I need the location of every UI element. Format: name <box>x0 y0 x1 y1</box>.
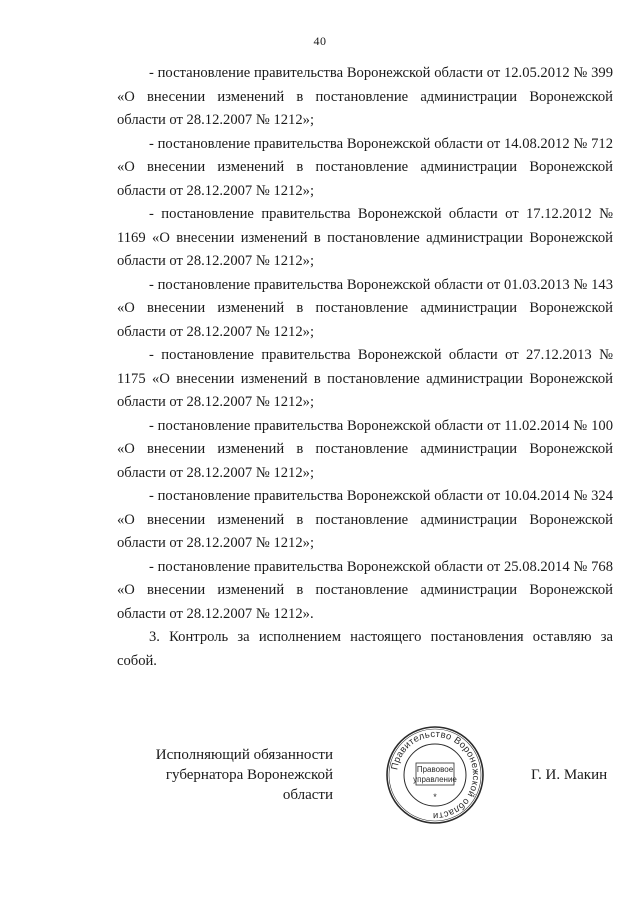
signature-block <box>0 728 640 865</box>
position-line-1: Исполняющий обязанности <box>155 747 333 763</box>
list-item: - постановление правительства Воронежской области от 14.08.2012 № 712 «О внесении изменений в постановление администрации Воронежской области от 28.12.2007 № 1212»; <box>117 135 613 199</box>
document-body <box>117 62 613 673</box>
list-item: - постановление правительства Воронежской области от 01.03.2013 № 143 «О внесении изменений в постановление администрации Воронежской области от 28.12.2007 № 1212»; <box>117 276 613 340</box>
list-item: - постановление правительства Воронежской области от 25.08.2014 № 768 «О внесении изменений в постановление администрации Воронежской области от 28.12.2007 № 1212». <box>117 558 613 622</box>
signatory-name: Г. И. Макин <box>531 767 608 783</box>
official-seal-stamp <box>383 723 487 827</box>
page-number: 40 <box>313 34 327 48</box>
control-clause: 3. Контроль за исполнением настоящего постановления оставляю за собой. <box>117 629 613 669</box>
signatory-position <box>113 745 333 805</box>
position-line-2: губернатора Воронежской области <box>165 767 333 803</box>
list-item: - постановление правительства Воронежской области от 11.02.2014 № 100 «О внесении изменений в постановление администрации Воронежской области от 28.12.2007 № 1212»; <box>117 417 613 481</box>
list-item: - постановление правительства Воронежской области от 27.12.2013 № 1175 «О внесении изменений в постановление администрации Воронежской области от 28.12.2007 № 1212»; <box>117 347 613 410</box>
list-item: - постановление правительства Воронежской области от 17.12.2012 № 1169 «О внесении изменений в постановление администрации Воронежской области от 28.12.2007 № 1212»; <box>117 206 613 269</box>
list-item: - постановление правительства Воронежской области от 12.05.2012 № 399 «О внесении изменений в постановление администрации Воронежской области от 28.12.2007 № 1212»; <box>117 65 613 128</box>
seal-center-line-2: управление <box>413 775 457 784</box>
seal-center-line-1: Правовое <box>416 765 454 774</box>
seal-star-icon: * <box>433 792 437 802</box>
list-item: - постановление правительства Воронежской области от 10.04.2014 № 324 «О внесении изменений в постановление администрации Воронежской области от 28.12.2007 № 1212»; <box>117 488 613 551</box>
seal-ring-text: Правительство Воронежской области <box>389 728 482 822</box>
